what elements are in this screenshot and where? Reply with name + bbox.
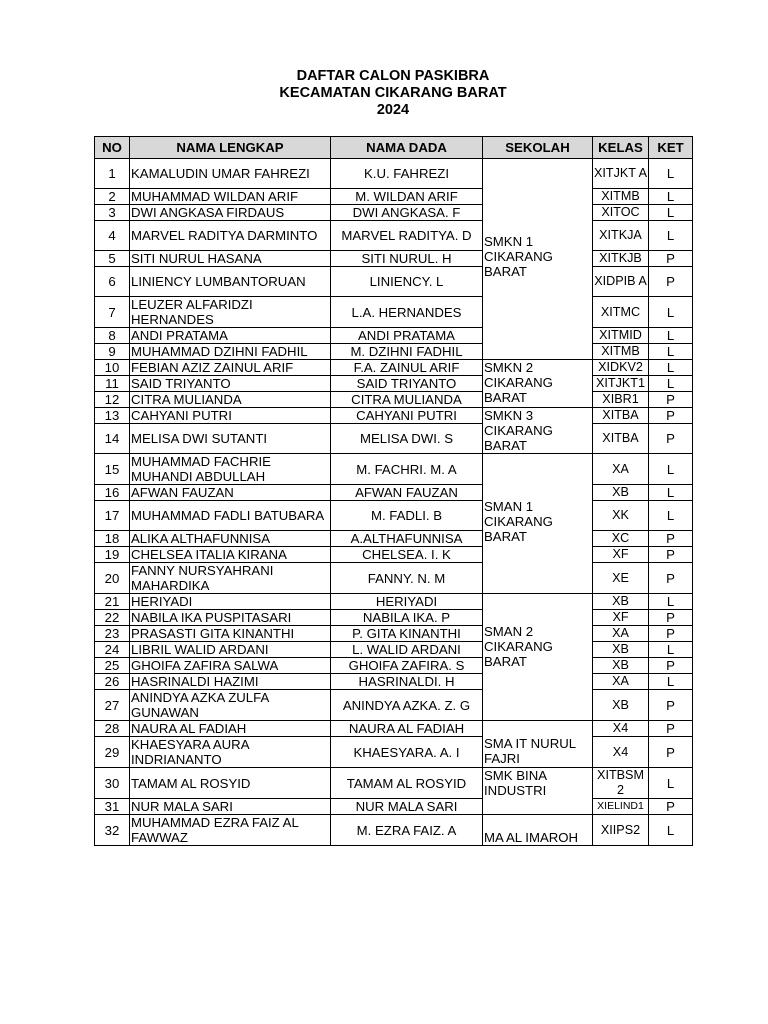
cell-nama-dada: ANINDYA AZKA. Z. G bbox=[331, 690, 483, 721]
cell-no: 27 bbox=[95, 690, 130, 721]
cell-kelas: XB bbox=[593, 642, 649, 658]
cell-no: 6 bbox=[95, 267, 130, 297]
cell-no: 7 bbox=[95, 297, 130, 328]
cell-no: 5 bbox=[95, 251, 130, 267]
cell-sekolah: SMAN 2 CIKARANG BARAT bbox=[483, 594, 593, 721]
cell-ket: L bbox=[649, 768, 693, 799]
cell-nama-dada: NUR MALA SARI bbox=[331, 799, 483, 815]
cell-nama-lengkap: ANDI PRATAMA bbox=[130, 328, 331, 344]
cell-nama-dada: MELISA DWI. S bbox=[331, 424, 483, 454]
cell-nama-lengkap: NUR MALA SARI bbox=[130, 799, 331, 815]
cell-nama-lengkap: MUHAMMAD FACHRIE MUHANDI ABDULLAH bbox=[130, 454, 331, 485]
cell-nama-lengkap: ANINDYA AZKA ZULFA GUNAWAN bbox=[130, 690, 331, 721]
table-row bbox=[95, 547, 693, 563]
table-row bbox=[95, 721, 693, 737]
header-sekolah: SEKOLAH bbox=[483, 137, 593, 159]
cell-ket: L bbox=[649, 159, 693, 189]
header-kelas: KELAS bbox=[593, 137, 649, 159]
cell-nama-lengkap: CHELSEA ITALIA KIRANA bbox=[130, 547, 331, 563]
cell-ket: P bbox=[649, 563, 693, 594]
cell-ket: L bbox=[649, 189, 693, 205]
table-row bbox=[95, 815, 693, 846]
cell-kelas: XITBA bbox=[593, 424, 649, 454]
cell-nama-dada: P. GITA KINANTHI bbox=[331, 626, 483, 642]
cell-nama-dada: SITI NURUL. H bbox=[331, 251, 483, 267]
table-row bbox=[95, 799, 693, 815]
cell-no: 12 bbox=[95, 392, 130, 408]
cell-kelas: XITMB bbox=[593, 344, 649, 360]
cell-ket: L bbox=[649, 376, 693, 392]
cell-nama-lengkap: MUHAMMAD WILDAN ARIF bbox=[130, 189, 331, 205]
table-row bbox=[95, 408, 693, 424]
cell-kelas: XITMB bbox=[593, 189, 649, 205]
cell-nama-dada: NAURA AL FADIAH bbox=[331, 721, 483, 737]
cell-kelas: XA bbox=[593, 454, 649, 485]
cell-kelas: XK bbox=[593, 501, 649, 531]
cell-nama-lengkap: HERIYADI bbox=[130, 594, 331, 610]
cell-sekolah: SMKN 3 CIKARANG BARAT bbox=[483, 408, 593, 454]
cell-kelas: XIBR1 bbox=[593, 392, 649, 408]
table-row bbox=[95, 501, 693, 531]
cell-nama-dada: FANNY. N. M bbox=[331, 563, 483, 594]
cell-no: 11 bbox=[95, 376, 130, 392]
cell-nama-lengkap: TAMAM AL ROSYID bbox=[130, 768, 331, 799]
cell-no: 21 bbox=[95, 594, 130, 610]
cell-ket: P bbox=[649, 547, 693, 563]
cell-ket: L bbox=[649, 642, 693, 658]
cell-kelas: XE bbox=[593, 563, 649, 594]
cell-sekolah: SMA IT NURUL FAJRI bbox=[483, 721, 593, 768]
cell-ket: L bbox=[649, 594, 693, 610]
table-row bbox=[95, 610, 693, 626]
cell-ket: P bbox=[649, 721, 693, 737]
cell-nama-lengkap: LINIENCY LUMBANTORUAN bbox=[130, 267, 331, 297]
cell-kelas: XF bbox=[593, 547, 649, 563]
cell-nama-lengkap: MUHAMMAD EZRA FAIZ AL FAWWAZ bbox=[130, 815, 331, 846]
table-row bbox=[95, 424, 693, 454]
cell-kelas: XIELIND1 bbox=[593, 799, 649, 815]
table-row bbox=[95, 205, 693, 221]
cell-no: 29 bbox=[95, 737, 130, 768]
table-row bbox=[95, 485, 693, 501]
cell-ket: L bbox=[649, 221, 693, 251]
table-row bbox=[95, 392, 693, 408]
cell-kelas: X4 bbox=[593, 721, 649, 737]
cell-ket: P bbox=[649, 424, 693, 454]
cell-kelas: XITBA bbox=[593, 408, 649, 424]
cell-kelas: XITKJB bbox=[593, 251, 649, 267]
cell-no: 16 bbox=[95, 485, 130, 501]
cell-kelas: XB bbox=[593, 658, 649, 674]
table-row bbox=[95, 159, 693, 189]
cell-no: 22 bbox=[95, 610, 130, 626]
cell-nama-lengkap: ALIKA ALTHAFUNNISA bbox=[130, 531, 331, 547]
cell-no: 20 bbox=[95, 563, 130, 594]
cell-ket: P bbox=[649, 408, 693, 424]
table-row bbox=[95, 251, 693, 267]
candidate-table bbox=[94, 136, 693, 846]
cell-sekolah: MA AL IMAROH bbox=[483, 815, 593, 846]
cell-ket: P bbox=[649, 531, 693, 547]
cell-nama-dada: DWI ANGKASA. F bbox=[331, 205, 483, 221]
cell-ket: P bbox=[649, 658, 693, 674]
cell-nama-dada: NABILA IKA. P bbox=[331, 610, 483, 626]
cell-nama-dada: L.A. HERNANDES bbox=[331, 297, 483, 328]
cell-no: 4 bbox=[95, 221, 130, 251]
cell-kelas: XIDPIB A bbox=[593, 267, 649, 297]
cell-no: 8 bbox=[95, 328, 130, 344]
cell-nama-lengkap: LIBRIL WALID ARDANI bbox=[130, 642, 331, 658]
cell-nama-lengkap: NAURA AL FADIAH bbox=[130, 721, 331, 737]
cell-nama-dada: M. WILDAN ARIF bbox=[331, 189, 483, 205]
cell-nama-dada: CHELSEA. I. K bbox=[331, 547, 483, 563]
cell-sekolah: SMKN 2 CIKARANG BARAT bbox=[483, 360, 593, 408]
cell-nama-dada: HERIYADI bbox=[331, 594, 483, 610]
cell-nama-dada: L. WALID ARDANI bbox=[331, 642, 483, 658]
cell-nama-dada: SAID TRIYANTO bbox=[331, 376, 483, 392]
cell-nama-dada: M. DZIHNI FADHIL bbox=[331, 344, 483, 360]
table-row bbox=[95, 221, 693, 251]
cell-nama-dada: KHAESYARA. A. I bbox=[331, 737, 483, 768]
cell-kelas: XIIPS2 bbox=[593, 815, 649, 846]
cell-ket: L bbox=[649, 344, 693, 360]
table-row bbox=[95, 297, 693, 328]
cell-no: 1 bbox=[95, 159, 130, 189]
cell-kelas: XB bbox=[593, 690, 649, 721]
cell-kelas: XA bbox=[593, 674, 649, 690]
cell-kelas: XIDKV2 bbox=[593, 360, 649, 376]
header-ket: KET bbox=[649, 137, 693, 159]
cell-ket: L bbox=[649, 360, 693, 376]
cell-nama-dada: A.ALTHAFUNNISA bbox=[331, 531, 483, 547]
table-row bbox=[95, 674, 693, 690]
cell-nama-lengkap: MARVEL RADITYA DARMINTO bbox=[130, 221, 331, 251]
cell-no: 15 bbox=[95, 454, 130, 485]
cell-kelas: XF bbox=[593, 610, 649, 626]
cell-ket: P bbox=[649, 251, 693, 267]
cell-nama-dada: CITRA MULIANDA bbox=[331, 392, 483, 408]
cell-no: 30 bbox=[95, 768, 130, 799]
table-row bbox=[95, 563, 693, 594]
title-line-2: KECAMATAN CIKARANG BARAT bbox=[279, 85, 507, 101]
cell-no: 24 bbox=[95, 642, 130, 658]
cell-nama-dada: CAHYANI PUTRI bbox=[331, 408, 483, 424]
cell-nama-dada: ANDI PRATAMA bbox=[331, 328, 483, 344]
cell-nama-lengkap: GHOIFA ZAFIRA SALWA bbox=[130, 658, 331, 674]
cell-kelas: XITJKT1 bbox=[593, 376, 649, 392]
cell-nama-lengkap: KHAESYARA AURA INDRIANANTO bbox=[130, 737, 331, 768]
table-row bbox=[95, 344, 693, 360]
title-line-1: DAFTAR CALON PASKIBRA bbox=[296, 68, 490, 84]
table-row bbox=[95, 594, 693, 610]
document-title bbox=[0, 68, 768, 119]
cell-nama-lengkap: MUHAMMAD DZIHNI FADHIL bbox=[130, 344, 331, 360]
table-row bbox=[95, 737, 693, 768]
table-row bbox=[95, 376, 693, 392]
table-body bbox=[95, 159, 693, 846]
cell-kelas: XB bbox=[593, 485, 649, 501]
cell-ket: L bbox=[649, 501, 693, 531]
cell-nama-dada: TAMAM AL ROSYID bbox=[331, 768, 483, 799]
cell-no: 18 bbox=[95, 531, 130, 547]
cell-ket: P bbox=[649, 690, 693, 721]
cell-ket: L bbox=[649, 674, 693, 690]
cell-kelas: XITBSM 2 bbox=[593, 768, 649, 799]
cell-nama-dada: M. FACHRI. M. A bbox=[331, 454, 483, 485]
header-no: NO bbox=[95, 137, 130, 159]
cell-kelas: XITOC bbox=[593, 205, 649, 221]
cell-no: 32 bbox=[95, 815, 130, 846]
cell-no: 9 bbox=[95, 344, 130, 360]
table-row bbox=[95, 454, 693, 485]
cell-nama-lengkap: DWI ANGKASA FIRDAUS bbox=[130, 205, 331, 221]
cell-nama-lengkap: CAHYANI PUTRI bbox=[130, 408, 331, 424]
cell-kelas: XITKJA bbox=[593, 221, 649, 251]
title-line-3: 2024 bbox=[376, 102, 410, 118]
table-row bbox=[95, 360, 693, 376]
cell-kelas: XITMC bbox=[593, 297, 649, 328]
cell-nama-lengkap: FEBIAN AZIZ ZAINUL ARIF bbox=[130, 360, 331, 376]
cell-nama-dada: HASRINALDI. H bbox=[331, 674, 483, 690]
cell-no: 2 bbox=[95, 189, 130, 205]
cell-nama-lengkap: AFWAN FAUZAN bbox=[130, 485, 331, 501]
table-header-row bbox=[95, 137, 693, 159]
cell-nama-lengkap: KAMALUDIN UMAR FAHREZI bbox=[130, 159, 331, 189]
cell-ket: P bbox=[649, 267, 693, 297]
cell-ket: L bbox=[649, 205, 693, 221]
cell-no: 31 bbox=[95, 799, 130, 815]
cell-ket: L bbox=[649, 485, 693, 501]
table-row bbox=[95, 658, 693, 674]
cell-nama-lengkap: FANNY NURSYAHRANI MAHARDIKA bbox=[130, 563, 331, 594]
cell-sekolah: SMAN 1 CIKARANG BARAT bbox=[483, 454, 593, 594]
cell-ket: P bbox=[649, 799, 693, 815]
cell-nama-lengkap: LEUZER ALFARIDZI HERNANDES bbox=[130, 297, 331, 328]
cell-ket: L bbox=[649, 328, 693, 344]
cell-nama-lengkap: CITRA MULIANDA bbox=[130, 392, 331, 408]
cell-kelas: XITMID bbox=[593, 328, 649, 344]
cell-nama-lengkap: MELISA DWI SUTANTI bbox=[130, 424, 331, 454]
cell-nama-lengkap: SITI NURUL HASANA bbox=[130, 251, 331, 267]
cell-no: 17 bbox=[95, 501, 130, 531]
cell-no: 14 bbox=[95, 424, 130, 454]
cell-ket: L bbox=[649, 297, 693, 328]
table-row bbox=[95, 267, 693, 297]
cell-no: 26 bbox=[95, 674, 130, 690]
table-row bbox=[95, 626, 693, 642]
cell-nama-dada: F.A. ZAINUL ARIF bbox=[331, 360, 483, 376]
cell-nama-dada: GHOIFA ZAFIRA. S bbox=[331, 658, 483, 674]
cell-no: 28 bbox=[95, 721, 130, 737]
cell-nama-lengkap: PRASASTI GITA KINANTHI bbox=[130, 626, 331, 642]
cell-nama-lengkap: HASRINALDI HAZIMI bbox=[130, 674, 331, 690]
cell-no: 3 bbox=[95, 205, 130, 221]
cell-no: 25 bbox=[95, 658, 130, 674]
table-row bbox=[95, 690, 693, 721]
table-row bbox=[95, 531, 693, 547]
cell-ket: P bbox=[649, 610, 693, 626]
cell-nama-dada: AFWAN FAUZAN bbox=[331, 485, 483, 501]
cell-nama-dada: LINIENCY. L bbox=[331, 267, 483, 297]
header-nama-lengkap: NAMA LENGKAP bbox=[130, 137, 331, 159]
cell-ket: P bbox=[649, 737, 693, 768]
table-row bbox=[95, 328, 693, 344]
cell-kelas: XB bbox=[593, 594, 649, 610]
cell-no: 19 bbox=[95, 547, 130, 563]
header-nama-dada: NAMA DADA bbox=[331, 137, 483, 159]
cell-kelas: X4 bbox=[593, 737, 649, 768]
cell-no: 23 bbox=[95, 626, 130, 642]
table-row bbox=[95, 642, 693, 658]
table-row bbox=[95, 768, 693, 799]
cell-nama-dada: K.U. FAHREZI bbox=[331, 159, 483, 189]
cell-kelas: XITJKT A bbox=[593, 159, 649, 189]
cell-ket: P bbox=[649, 626, 693, 642]
cell-ket: L bbox=[649, 454, 693, 485]
cell-sekolah: SMKN 1 CIKARANG BARAT bbox=[483, 159, 593, 360]
cell-sekolah: SMK BINA INDUSTRI bbox=[483, 768, 593, 815]
cell-nama-lengkap: NABILA IKA PUSPITASARI bbox=[130, 610, 331, 626]
cell-no: 13 bbox=[95, 408, 130, 424]
cell-nama-dada: M. FADLI. B bbox=[331, 501, 483, 531]
cell-kelas: XC bbox=[593, 531, 649, 547]
cell-ket: P bbox=[649, 392, 693, 408]
cell-nama-lengkap: SAID TRIYANTO bbox=[130, 376, 331, 392]
cell-nama-dada: MARVEL RADITYA. D bbox=[331, 221, 483, 251]
cell-ket: L bbox=[649, 815, 693, 846]
cell-nama-dada: M. EZRA FAIZ. A bbox=[331, 815, 483, 846]
cell-nama-lengkap: MUHAMMAD FADLI BATUBARA bbox=[130, 501, 331, 531]
cell-kelas: XA bbox=[593, 626, 649, 642]
table-row bbox=[95, 189, 693, 205]
cell-no: 10 bbox=[95, 360, 130, 376]
